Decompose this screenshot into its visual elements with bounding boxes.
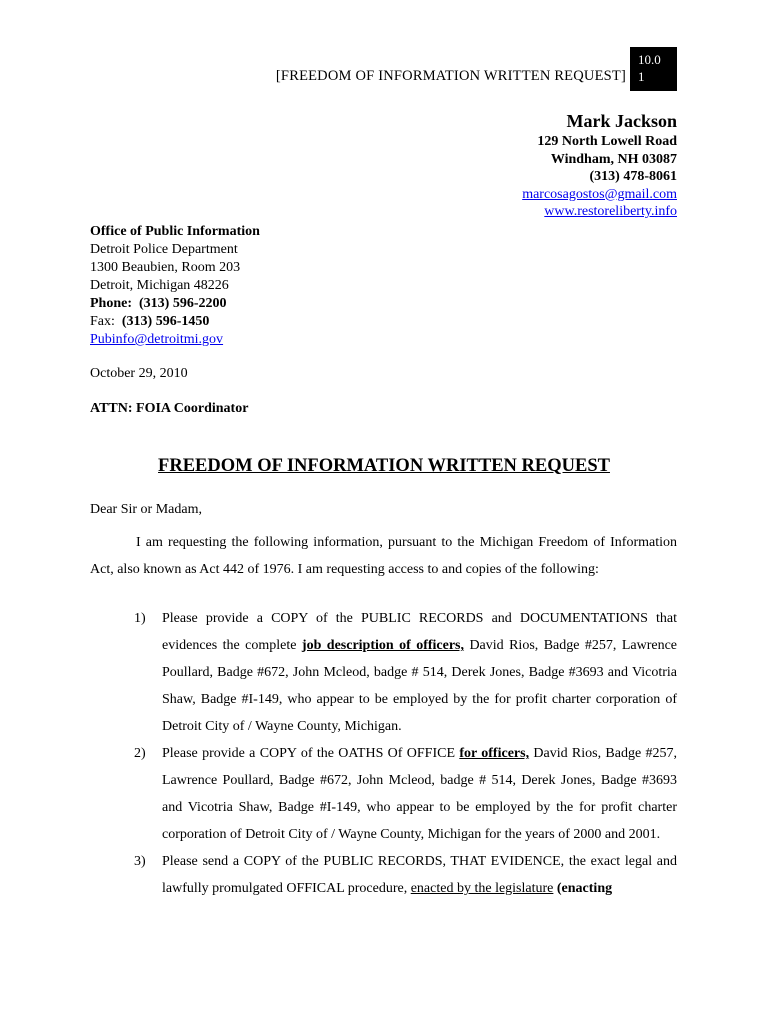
recipient-fax — [90, 313, 260, 331]
recipient-office: Office of Public Information — [90, 224, 260, 239]
item-number: 1) — [134, 611, 146, 626]
sender-phone: (313) 478-8061 — [589, 169, 677, 184]
item-text-rest: David Rios, Badge #257, Lawrence Poullard, Badge #672, John Mcleod, badge # 514, Derek Jones, Badge #3693 and Vicotria Shaw, Badge #I-149, who appear to be employed by the for profit charter corporation of Detroit City of / Wayne County, Michigan for the years of 2000 and 2001. — [162, 746, 678, 842]
attn-line: ATTN: FOIA Coordinator — [90, 401, 249, 416]
item-text: Please provide a COPY of the OATHS Of OFFICE — [162, 746, 460, 761]
fax-label: Fax: — [90, 314, 115, 329]
recipient-city: Detroit, Michigan 48226 — [90, 278, 229, 293]
item-number: 3) — [134, 854, 146, 869]
sender-block — [522, 110, 677, 221]
salutation: Dear Sir or Madam, — [90, 502, 202, 517]
phone-value: (313) 596-2200 — [139, 296, 227, 311]
recipient-phone — [90, 295, 260, 313]
recipient-block — [90, 223, 260, 349]
recipient-department: Detroit Police Department — [90, 242, 238, 257]
item-emphasis: for officers, — [459, 746, 530, 761]
sender-name: Mark Jackson — [566, 111, 677, 131]
request-item-1 — [134, 605, 677, 740]
page-number-badge: 10.0 1 — [630, 47, 677, 91]
request-item-2 — [134, 740, 677, 848]
sender-street: 129 North Lowell Road — [537, 134, 677, 149]
sender-website-link[interactable]: www.restoreliberty.info — [544, 204, 677, 219]
intro-text: I am requesting the following information, pursuant to the Michigan Freedom of Information Act, also known as Act 442 of 1976. I am requesting access to and copies of the following: — [90, 535, 677, 577]
item-emphasis: job description of officers, — [301, 638, 465, 653]
item-bold-tail: (enacting — [553, 881, 613, 896]
recipient-email-link[interactable]: Pubinfo@detroitmi.gov — [90, 332, 224, 347]
phone-label: Phone: — [90, 296, 132, 311]
request-item-3 — [134, 848, 677, 902]
item-number: 2) — [134, 746, 146, 761]
item-text: Please send a COPY of the PUBLIC RECORDS, THAT EVIDENCE, the exact legal and lawfully promulgated OFFICAL procedure, — [162, 854, 677, 896]
letter-date: October 29, 2010 — [90, 366, 188, 381]
recipient-street: 1300 Beaubien, Room 203 — [90, 260, 241, 275]
sender-email-link[interactable]: marcosagostos@gmail.com — [522, 186, 677, 202]
intro-paragraph — [90, 529, 677, 583]
request-list — [134, 605, 677, 902]
fax-value: (313) 596-1450 — [121, 314, 210, 329]
item-text-rest: David Rios, Badge #257, Lawrence Poullard, Badge #672, John Mcleod, badge # 514, Derek Jones, Badge #3693 and Vicotria Shaw, Badge #I-149, who appear to be employed by the for profit charter corporation of Detroit City of / Wayne County, Michigan. — [162, 638, 678, 734]
document-header-title: [FREEDOM OF INFORMATION WRITTEN REQUEST] — [275, 68, 626, 84]
item-text: Please provide a COPY of the PUBLIC RECORDS and DOCUMENTATIONS that evidences the complete — [162, 611, 677, 653]
item-underlined: enacted by the legislature — [410, 881, 554, 896]
sender-city: Windham, NH 03087 — [550, 151, 677, 167]
letter-title: FREEDOM OF INFORMATION WRITTEN REQUEST — [158, 456, 610, 476]
